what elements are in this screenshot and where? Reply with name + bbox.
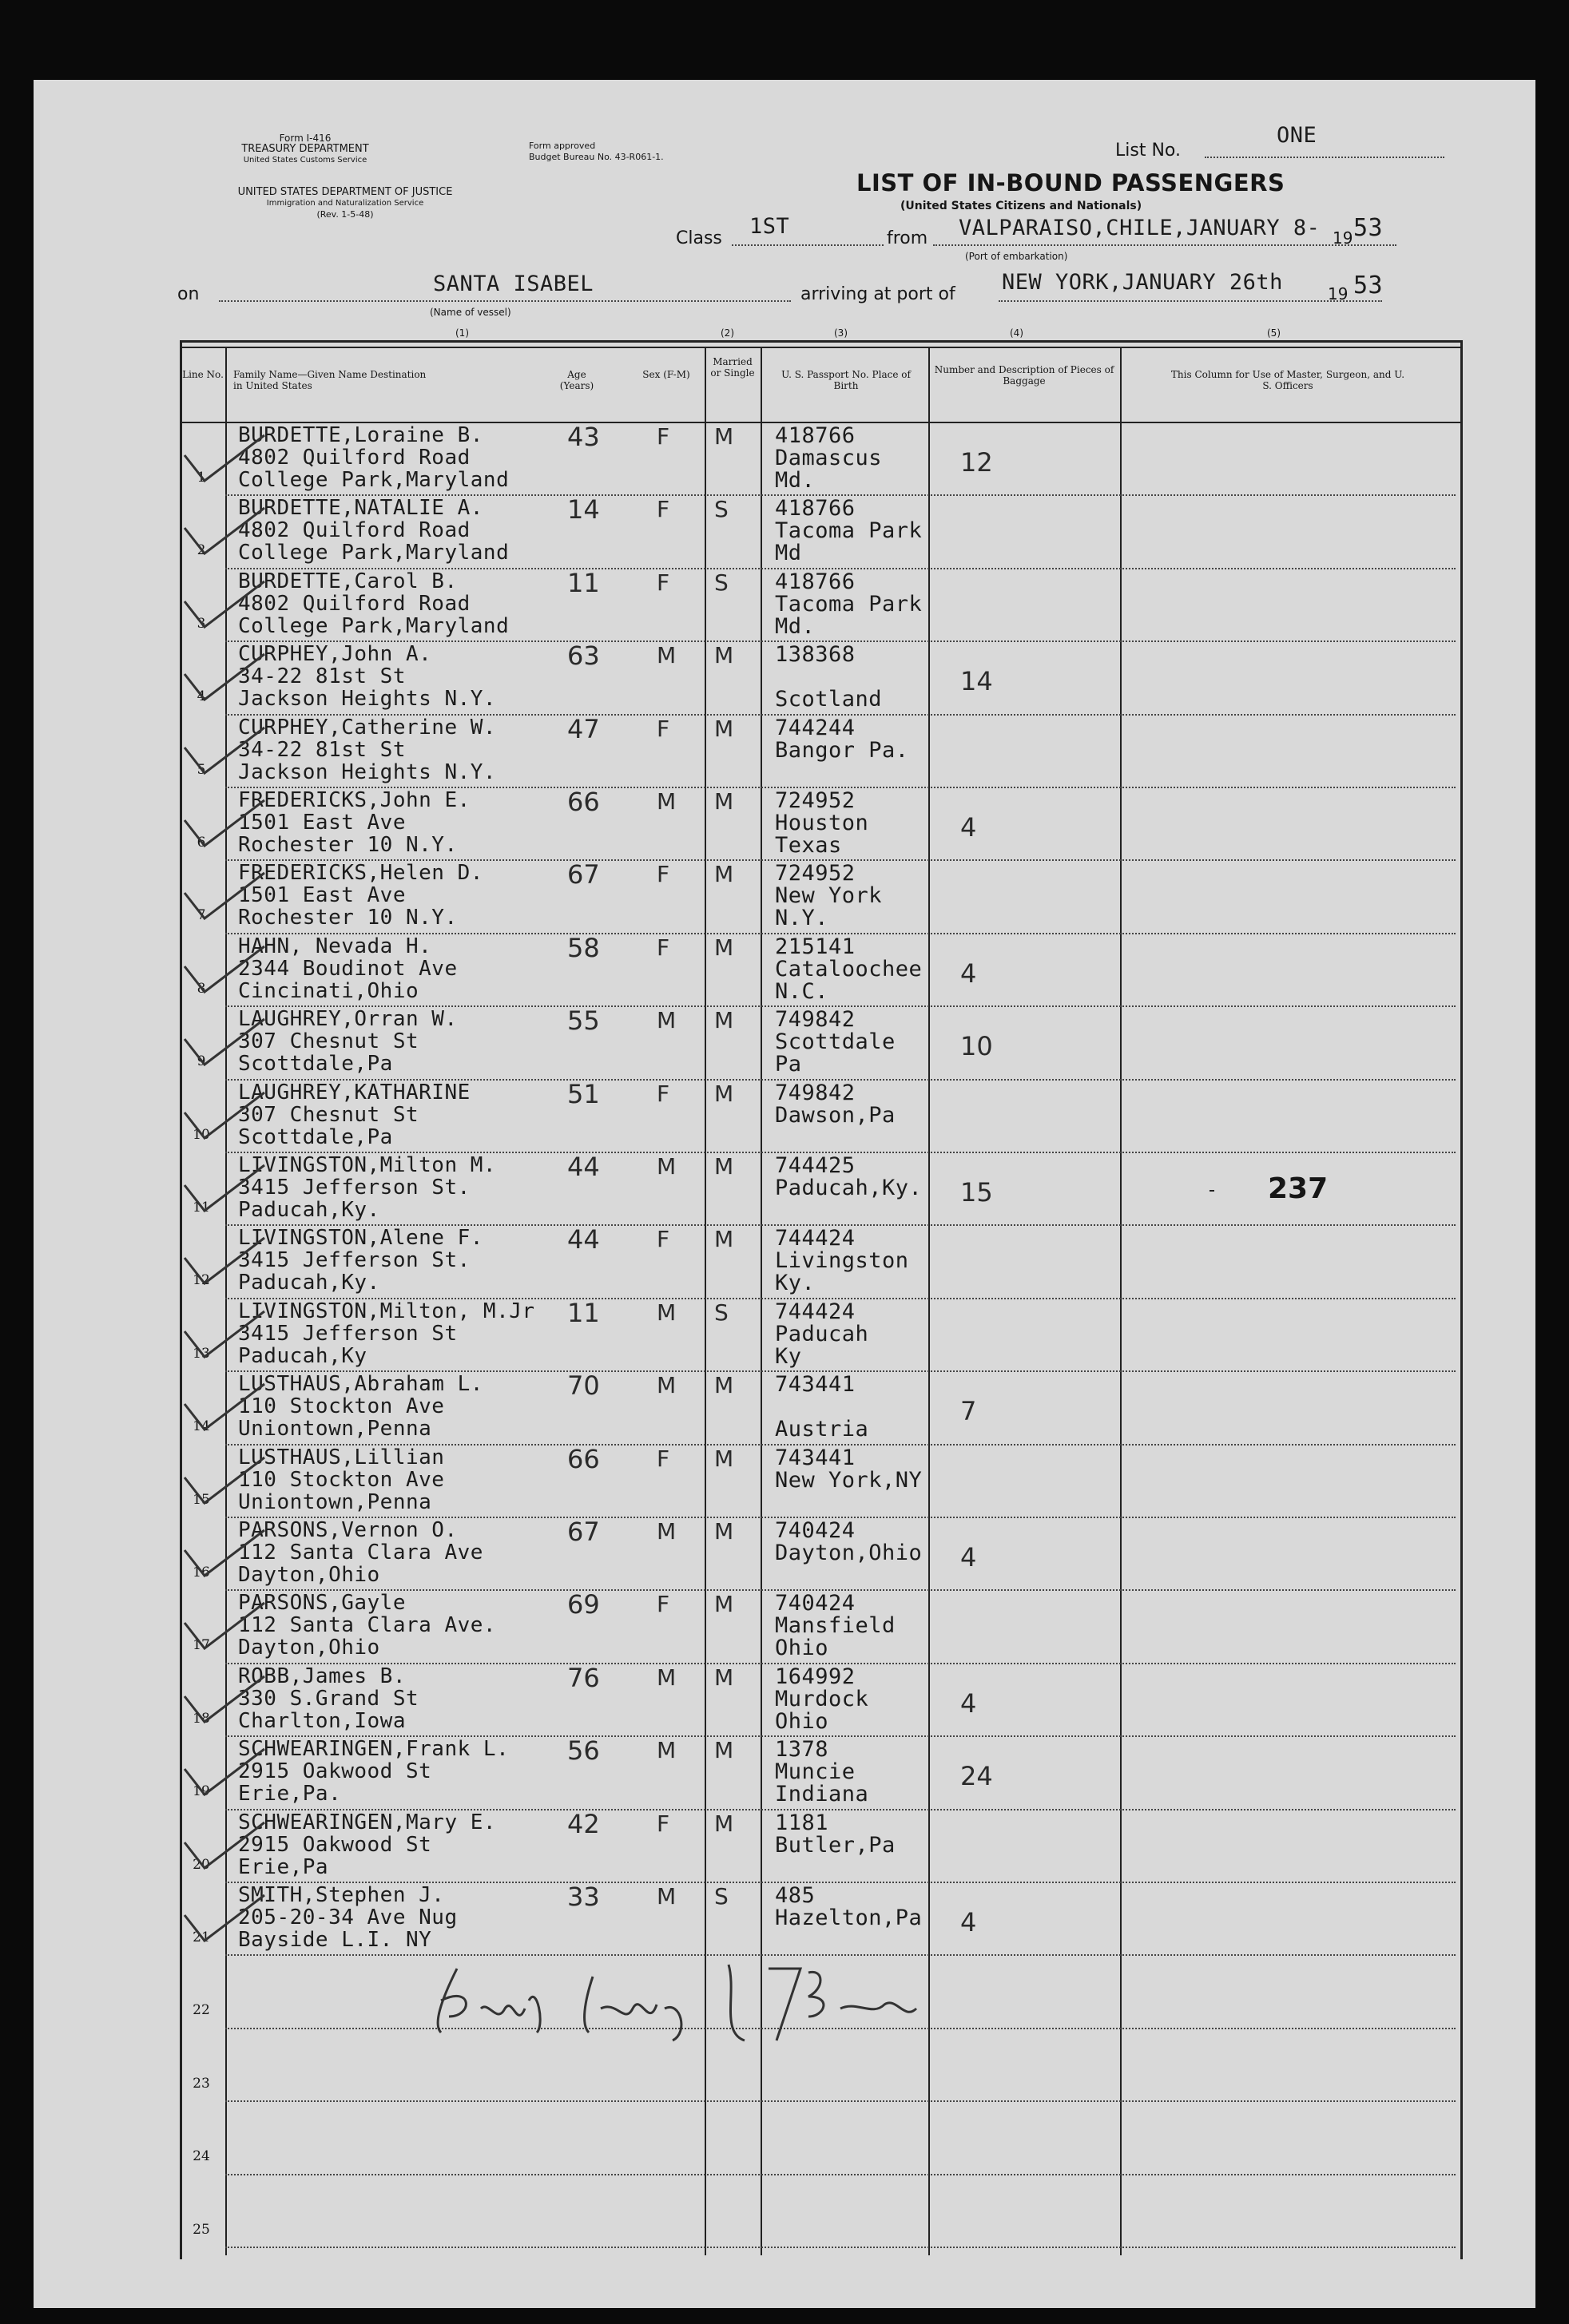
marital-status: M bbox=[714, 715, 734, 742]
customs-service: United States Customs Service bbox=[243, 156, 367, 165]
destination-city: Paducah,Ky. bbox=[238, 1271, 380, 1295]
marital-status: M bbox=[714, 1080, 734, 1107]
sex-value: F bbox=[657, 569, 670, 596]
birthplace-line2: Ky bbox=[775, 1343, 802, 1369]
age-value: 44 bbox=[567, 1152, 600, 1182]
baggage-count: 7 bbox=[960, 1396, 977, 1427]
passenger-name: BURDETTE,NATALIE A. bbox=[238, 496, 483, 521]
destination-street: 110 Stockton Ave bbox=[238, 1467, 445, 1492]
line-number: 16 bbox=[193, 1565, 210, 1580]
baggage-count: 14 bbox=[960, 666, 993, 697]
sex-value: F bbox=[657, 934, 670, 961]
passenger-name: LAUGHREY,KATHARINE bbox=[238, 1080, 471, 1104]
page-title: LIST OF IN-BOUND PASSENGERS bbox=[856, 169, 1285, 196]
sex-value: F bbox=[657, 715, 670, 742]
baggage-count: 4 bbox=[960, 1907, 977, 1937]
sex-value: M bbox=[657, 1664, 677, 1691]
check-mark-icon bbox=[181, 1526, 268, 1582]
passenger-name: FREDERICKS,Helen D. bbox=[238, 861, 483, 886]
birthplace-line2: Md. bbox=[775, 613, 816, 639]
justice-block bbox=[169, 187, 521, 220]
sex-value: M bbox=[657, 1737, 677, 1764]
passport-number: 749842 bbox=[775, 1007, 856, 1033]
check-mark-icon bbox=[181, 724, 268, 779]
destination-street: 4802 Quilford Road bbox=[238, 446, 471, 470]
table-top-rule bbox=[180, 347, 1460, 348]
marital-status: M bbox=[714, 423, 734, 450]
from-line bbox=[933, 244, 1396, 246]
page-subtitle: (United States Citizens and Nationals) bbox=[900, 200, 1142, 212]
passport-number: 744424 bbox=[775, 1226, 856, 1251]
budget-bureau: Budget Bureau No. 43-R061-1. bbox=[529, 152, 664, 162]
form-number: Form I-416 bbox=[279, 133, 332, 144]
line-number: 8 bbox=[197, 980, 206, 997]
passport-number: 724952 bbox=[775, 861, 856, 886]
baggage-count: 24 bbox=[960, 1761, 993, 1792]
birthplace-line1: New York,NY bbox=[775, 1467, 923, 1493]
marital-status: M bbox=[714, 1810, 734, 1837]
birthplace-line2: N.C. bbox=[775, 978, 829, 1004]
destination-city: Cincinati,Ohio bbox=[238, 978, 419, 1003]
age-value: 55 bbox=[567, 1005, 600, 1037]
line-number: 7 bbox=[197, 907, 206, 924]
passenger-name: HAHN, Nevada H. bbox=[238, 934, 432, 958]
destination-street: 4802 Quilford Road bbox=[238, 518, 471, 543]
line-number: 14 bbox=[193, 1418, 210, 1435]
line-number: 22 bbox=[193, 2002, 210, 2019]
passenger-name: LUSTHAUS,Abraham L. bbox=[238, 1372, 483, 1397]
destination-city: Scottdale,Pa bbox=[238, 1052, 393, 1077]
birthplace-line1: Cataloochee bbox=[775, 956, 923, 982]
col-number-5: (5) bbox=[1267, 327, 1281, 339]
passport-number: 485 bbox=[775, 1883, 816, 1908]
col-number-4: (4) bbox=[1010, 327, 1023, 339]
birthplace-line1: Dawson,Pa bbox=[775, 1102, 896, 1128]
passport-number: 215141 bbox=[775, 934, 856, 959]
age-value: 42 bbox=[567, 1808, 600, 1839]
marital-status: S bbox=[714, 1299, 729, 1326]
check-mark-icon bbox=[181, 1891, 268, 1947]
col-header-age: Age (Years) bbox=[559, 369, 594, 391]
destination-street: 1501 East Ave bbox=[238, 811, 406, 835]
destination-city: Dayton,Ohio bbox=[238, 1636, 380, 1660]
form-agency-block bbox=[185, 133, 425, 166]
destination-street: 110 Stockton Ave bbox=[238, 1394, 445, 1419]
passenger-name: PARSONS,Vernon O. bbox=[238, 1518, 458, 1542]
birthplace-line2: Indiana bbox=[775, 1782, 869, 1807]
line-number: 13 bbox=[193, 1345, 210, 1362]
sex-value: M bbox=[657, 1518, 677, 1545]
passport-number: 418766 bbox=[775, 423, 856, 448]
baggage-count: 4 bbox=[960, 812, 977, 843]
marital-status: S bbox=[714, 1883, 729, 1910]
sex-value: M bbox=[657, 1299, 677, 1326]
age-value: 43 bbox=[567, 422, 600, 452]
destination-city: Erie,Pa bbox=[238, 1854, 329, 1879]
marital-status: M bbox=[714, 1226, 734, 1253]
check-mark-icon bbox=[181, 1234, 268, 1290]
passenger-name: SCHWEARINGEN,Frank L. bbox=[238, 1737, 510, 1762]
destination-street: 307 Chesnut St bbox=[238, 1102, 419, 1127]
destination-city: Paducah,Ky bbox=[238, 1343, 367, 1368]
baggage-count: 4 bbox=[960, 1687, 977, 1719]
passenger-name: LIVINGSTON,Alene F. bbox=[238, 1226, 483, 1251]
birthplace-line2: Ohio bbox=[775, 1636, 829, 1661]
passenger-name: CURPHEY,Catherine W. bbox=[238, 715, 497, 740]
year-prefix-2: 19 bbox=[1328, 284, 1349, 303]
list-no-label: List No. bbox=[1115, 141, 1181, 161]
line-number: 24 bbox=[193, 2148, 210, 2165]
marital-status: M bbox=[714, 1737, 734, 1764]
marital-status: M bbox=[714, 1445, 734, 1472]
check-mark-icon bbox=[181, 650, 268, 706]
check-mark-icon bbox=[181, 1599, 268, 1655]
marital-status: M bbox=[714, 788, 734, 815]
passport-number: 740424 bbox=[775, 1518, 856, 1543]
line-number: 20 bbox=[193, 1856, 210, 1873]
line-number: 6 bbox=[197, 835, 206, 851]
baggage-count: 4 bbox=[960, 958, 977, 989]
check-mark-icon bbox=[181, 504, 268, 560]
row-separator bbox=[225, 2100, 1456, 2102]
line-number: 19 bbox=[193, 1783, 210, 1800]
passport-number: 138368 bbox=[775, 642, 856, 668]
form-approved: Form approved bbox=[529, 141, 596, 151]
destination-street: 307 Chesnut St bbox=[238, 1029, 419, 1054]
passenger-name: BURDETTE,Carol B. bbox=[238, 569, 458, 593]
on-label: on bbox=[177, 284, 200, 304]
marital-status: M bbox=[714, 1007, 734, 1034]
sex-value: M bbox=[657, 1883, 677, 1910]
birthplace-line2: Austria bbox=[775, 1417, 869, 1442]
manifest-sheet bbox=[34, 80, 1535, 2308]
marital-status: M bbox=[714, 1372, 734, 1399]
col-header-married: Married or Single bbox=[710, 356, 755, 379]
birthplace-line1: Mansfield bbox=[775, 1613, 896, 1639]
passport-number: 744424 bbox=[775, 1299, 856, 1324]
age-value: 44 bbox=[567, 1224, 600, 1255]
col-number-3: (3) bbox=[834, 327, 848, 339]
birthplace-line1: Scottdale bbox=[775, 1029, 896, 1055]
passenger-name: LIVINGSTON,Milton M. bbox=[238, 1153, 497, 1177]
passenger-name: SCHWEARINGEN,Mary E. bbox=[238, 1810, 497, 1834]
passport-number: 743441 bbox=[775, 1445, 856, 1470]
line-number: 18 bbox=[193, 1710, 210, 1727]
destination-city: Scottdale,Pa bbox=[238, 1124, 393, 1149]
sex-value: F bbox=[657, 423, 670, 450]
check-mark-icon bbox=[181, 1380, 268, 1436]
destination-street: 330 S.Grand St bbox=[238, 1686, 419, 1711]
check-mark-icon bbox=[181, 1089, 268, 1144]
check-mark-icon bbox=[181, 431, 268, 487]
vessel-line bbox=[219, 300, 791, 302]
destination-city: College Park,Maryland bbox=[238, 541, 510, 565]
destination-city: Rochester 10 N.Y. bbox=[238, 833, 458, 857]
age-value: 56 bbox=[567, 1735, 600, 1767]
birthplace-line1: Hazelton,Pa bbox=[775, 1906, 923, 1930]
passport-number: 749842 bbox=[775, 1080, 856, 1105]
arrival-line bbox=[999, 300, 1382, 302]
sex-value: M bbox=[657, 642, 677, 669]
destination-street: 3415 Jefferson St. bbox=[238, 1176, 471, 1200]
col-header-line-no: Line No. bbox=[182, 369, 224, 380]
marital-status: M bbox=[714, 1153, 734, 1180]
age-value: 11 bbox=[567, 1297, 600, 1328]
destination-city: Charlton,Iowa bbox=[238, 1708, 406, 1733]
check-mark-icon bbox=[181, 796, 268, 852]
sex-value: F bbox=[657, 1080, 670, 1107]
check-mark-icon bbox=[181, 1161, 268, 1217]
birthplace-line2: N.Y. bbox=[775, 906, 829, 931]
ins-service: Immigration and Naturalization Service bbox=[266, 199, 424, 208]
list-no-line bbox=[1205, 157, 1444, 158]
vessel-caption: (Name of vessel) bbox=[430, 307, 511, 318]
birthplace-line2: Md. bbox=[775, 468, 816, 493]
destination-street: 112 Santa Clara Ave bbox=[238, 1541, 483, 1565]
passenger-name: PARSONS,Gayle bbox=[238, 1591, 406, 1616]
line-number: 5 bbox=[197, 761, 206, 778]
passenger-name: LIVINGSTON,Milton, M.Jr bbox=[238, 1299, 535, 1323]
marital-status: S bbox=[714, 569, 729, 596]
arriving-label: arriving at port of bbox=[800, 284, 955, 304]
line-number: 25 bbox=[193, 2221, 210, 2238]
age-value: 76 bbox=[567, 1662, 600, 1693]
birthplace-line1: Butler,Pa bbox=[775, 1832, 896, 1858]
sex-value: F bbox=[657, 1226, 670, 1253]
destination-city: Rochester 10 N.Y. bbox=[238, 906, 458, 930]
line-number: 12 bbox=[193, 1272, 210, 1289]
sex-value: M bbox=[657, 1153, 677, 1180]
age-value: 47 bbox=[567, 713, 600, 744]
baggage-count: 15 bbox=[960, 1177, 993, 1208]
check-mark-icon bbox=[181, 1453, 268, 1509]
vessel-name: SANTA ISABEL bbox=[433, 272, 594, 296]
birthplace-line2: Ohio bbox=[775, 1708, 829, 1734]
baggage-count: 4 bbox=[960, 1542, 977, 1572]
sex-value: M bbox=[657, 1372, 677, 1399]
destination-city: Paducah,Ky. bbox=[238, 1198, 380, 1222]
passport-number: 740424 bbox=[775, 1591, 856, 1616]
birthplace-line1: Tacoma Park bbox=[775, 518, 923, 544]
col-divider bbox=[1120, 347, 1122, 2255]
destination-city: Jackson Heights N.Y. bbox=[238, 759, 497, 784]
passport-number: 1378 bbox=[775, 1737, 829, 1763]
sex-value: F bbox=[657, 1591, 670, 1618]
line-number: 10 bbox=[193, 1126, 210, 1143]
birthplace-line2: Ky. bbox=[775, 1271, 816, 1296]
birthplace-line1: Tacoma Park bbox=[775, 591, 923, 617]
class-label: Class bbox=[676, 228, 722, 248]
passport-number: 724952 bbox=[775, 788, 856, 813]
sex-value: F bbox=[657, 1445, 670, 1472]
sex-value: F bbox=[657, 861, 670, 888]
birthplace-line1: New York bbox=[775, 883, 883, 909]
line-number: 4 bbox=[197, 688, 206, 705]
destination-city: Bayside L.I. NY bbox=[238, 1928, 432, 1952]
destination-street: 3415 Jefferson St bbox=[238, 1321, 458, 1346]
line-number: 9 bbox=[197, 1053, 206, 1070]
passport-number: 744244 bbox=[775, 715, 856, 740]
sex-value: F bbox=[657, 496, 670, 523]
marital-status: M bbox=[714, 1591, 734, 1618]
row-separator bbox=[225, 2174, 1456, 2175]
destination-street: 1501 East Ave bbox=[238, 883, 406, 908]
officer-note: 237 bbox=[1268, 1172, 1329, 1205]
birthplace-line1: Paducah,Ky. bbox=[775, 1176, 923, 1200]
birthplace-line1: Livingston bbox=[775, 1248, 909, 1274]
check-mark-icon bbox=[181, 1307, 268, 1363]
port-embarkation-label: (Port of embarkation) bbox=[965, 251, 1068, 262]
age-value: 69 bbox=[567, 1589, 600, 1620]
col-header-sex: Sex (F-M) bbox=[642, 369, 690, 380]
passenger-name: SMITH,Stephen J. bbox=[238, 1883, 445, 1907]
class-value: 1ST bbox=[749, 214, 790, 239]
marital-status: M bbox=[714, 861, 734, 888]
col-header-officers: This Column for Use of Master, Surgeon, and U. S. Officers bbox=[1170, 369, 1405, 391]
passport-number: 164992 bbox=[775, 1664, 856, 1689]
col-header-name: Family Name—Given Name Destination in United States bbox=[233, 369, 427, 391]
line-number: 1 bbox=[197, 470, 206, 486]
passport-number: 743441 bbox=[775, 1372, 856, 1398]
officer-dash bbox=[1210, 1190, 1214, 1192]
check-mark-icon bbox=[181, 1015, 268, 1071]
marital-status: M bbox=[714, 1518, 734, 1545]
class-line bbox=[732, 244, 884, 246]
baggage-count: 12 bbox=[960, 447, 993, 478]
line-number: 21 bbox=[193, 1929, 210, 1945]
destination-city: College Park,Maryland bbox=[238, 613, 510, 638]
inspector-signature bbox=[425, 1953, 936, 2048]
arrival-port: NEW YORK,JANUARY 26th bbox=[1002, 270, 1283, 295]
birthplace-line2: Scotland bbox=[775, 687, 883, 712]
marital-status: S bbox=[714, 496, 729, 523]
destination-street: 2915 Oakwood St bbox=[238, 1759, 432, 1784]
check-mark-icon bbox=[181, 1745, 268, 1801]
passport-number: 744425 bbox=[775, 1153, 856, 1178]
destination-city: Erie,Pa. bbox=[238, 1782, 342, 1806]
check-mark-icon bbox=[181, 1818, 268, 1874]
passenger-name: LUSTHAUS,Lillian bbox=[238, 1445, 445, 1469]
line-number: 17 bbox=[193, 1637, 210, 1654]
col-header-passport: U. S. Passport No. Place of Birth bbox=[781, 369, 911, 391]
line-number: 15 bbox=[193, 1491, 210, 1508]
sex-value: M bbox=[657, 1007, 677, 1034]
age-value: 66 bbox=[567, 787, 600, 817]
age-value: 33 bbox=[567, 1882, 600, 1912]
age-value: 14 bbox=[567, 494, 600, 525]
marital-status: M bbox=[714, 1664, 734, 1691]
line-number: 23 bbox=[193, 2075, 210, 2092]
baggage-count: 10 bbox=[960, 1031, 993, 1062]
col-number-2: (2) bbox=[721, 327, 734, 339]
passport-number: 418766 bbox=[775, 496, 856, 522]
destination-city: Jackson Heights N.Y. bbox=[238, 687, 497, 712]
passenger-name: LAUGHREY,Orran W. bbox=[238, 1007, 458, 1032]
age-value: 67 bbox=[567, 1517, 600, 1547]
birthplace-line1: Murdock bbox=[775, 1686, 869, 1711]
destination-street: 34-22 81st St bbox=[238, 664, 406, 689]
check-mark-icon bbox=[181, 942, 268, 998]
row-separator bbox=[225, 2247, 1456, 2248]
destination-street: 4802 Quilford Road bbox=[238, 591, 471, 616]
from-year: 53 bbox=[1353, 214, 1384, 242]
col-number-1: (1) bbox=[455, 327, 469, 339]
destination-city: Uniontown,Penna bbox=[238, 1417, 432, 1442]
line-number: 11 bbox=[193, 1200, 210, 1216]
passenger-name: CURPHEY,John A. bbox=[238, 642, 432, 667]
passenger-name: BURDETTE,Loraine B. bbox=[238, 423, 483, 447]
marital-status: M bbox=[714, 934, 734, 961]
birthplace-line1: Houston bbox=[775, 811, 869, 835]
destination-street: 3415 Jefferson St. bbox=[238, 1248, 471, 1273]
destination-city: Uniontown,Penna bbox=[238, 1489, 432, 1514]
check-mark-icon bbox=[181, 869, 268, 925]
passport-number: 1181 bbox=[775, 1810, 829, 1835]
birthplace-line2: Texas bbox=[775, 833, 842, 858]
from-value: VALPARAISO,CHILE,JANUARY 8- bbox=[959, 216, 1321, 240]
passenger-name: FREDERICKS,John E. bbox=[238, 788, 471, 812]
age-value: 51 bbox=[567, 1078, 600, 1109]
birthplace-line2: Pa bbox=[775, 1052, 802, 1077]
birthplace-line2: Md bbox=[775, 541, 802, 566]
passport-number: 418766 bbox=[775, 569, 856, 594]
year-prefix-1: 19 bbox=[1333, 228, 1353, 248]
col-header-baggage: Number and Description of Pieces of Baggage bbox=[934, 364, 1114, 387]
destination-street: 205-20-34 Ave Nug bbox=[238, 1906, 458, 1929]
birthplace-line1: Bangor Pa. bbox=[775, 737, 909, 763]
destination-city: College Park,Maryland bbox=[238, 468, 510, 492]
age-value: 66 bbox=[567, 1443, 600, 1474]
destination-street: 34-22 81st St bbox=[238, 737, 406, 762]
age-value: 11 bbox=[567, 567, 600, 598]
marital-status: M bbox=[714, 642, 734, 669]
treasury-dept: TREASURY DEPARTMENT bbox=[241, 143, 369, 155]
age-value: 63 bbox=[567, 640, 600, 672]
line-number: 3 bbox=[197, 615, 206, 632]
passenger-name: ROBB,James B. bbox=[238, 1664, 406, 1688]
sex-value: F bbox=[657, 1810, 670, 1837]
revision: (Rev. 1-5-48) bbox=[316, 209, 374, 220]
age-value: 70 bbox=[567, 1370, 600, 1402]
line-number: 2 bbox=[197, 542, 206, 559]
age-value: 58 bbox=[567, 932, 600, 963]
from-label: from bbox=[887, 228, 928, 248]
birthplace-line1: Paducah bbox=[775, 1321, 869, 1346]
justice-dept: UNITED STATES DEPARTMENT OF JUSTICE bbox=[237, 186, 453, 198]
sex-value: M bbox=[657, 788, 677, 815]
destination-city: Dayton,Ohio bbox=[238, 1563, 380, 1587]
arrival-year: 53 bbox=[1353, 272, 1384, 299]
check-mark-icon bbox=[181, 1672, 268, 1728]
destination-street: 2344 Boudinot Ave bbox=[238, 956, 458, 981]
destination-street: 112 Santa Clara Ave. bbox=[238, 1613, 497, 1638]
age-value: 67 bbox=[567, 859, 600, 890]
birthplace-line1: Damascus bbox=[775, 446, 883, 470]
birthplace-line1: Dayton,Ohio bbox=[775, 1541, 923, 1565]
destination-street: 2915 Oakwood St bbox=[238, 1832, 432, 1857]
birthplace-line1: Muncie bbox=[775, 1759, 856, 1785]
list-no-value: ONE bbox=[1277, 123, 1317, 148]
check-mark-icon bbox=[181, 577, 268, 633]
